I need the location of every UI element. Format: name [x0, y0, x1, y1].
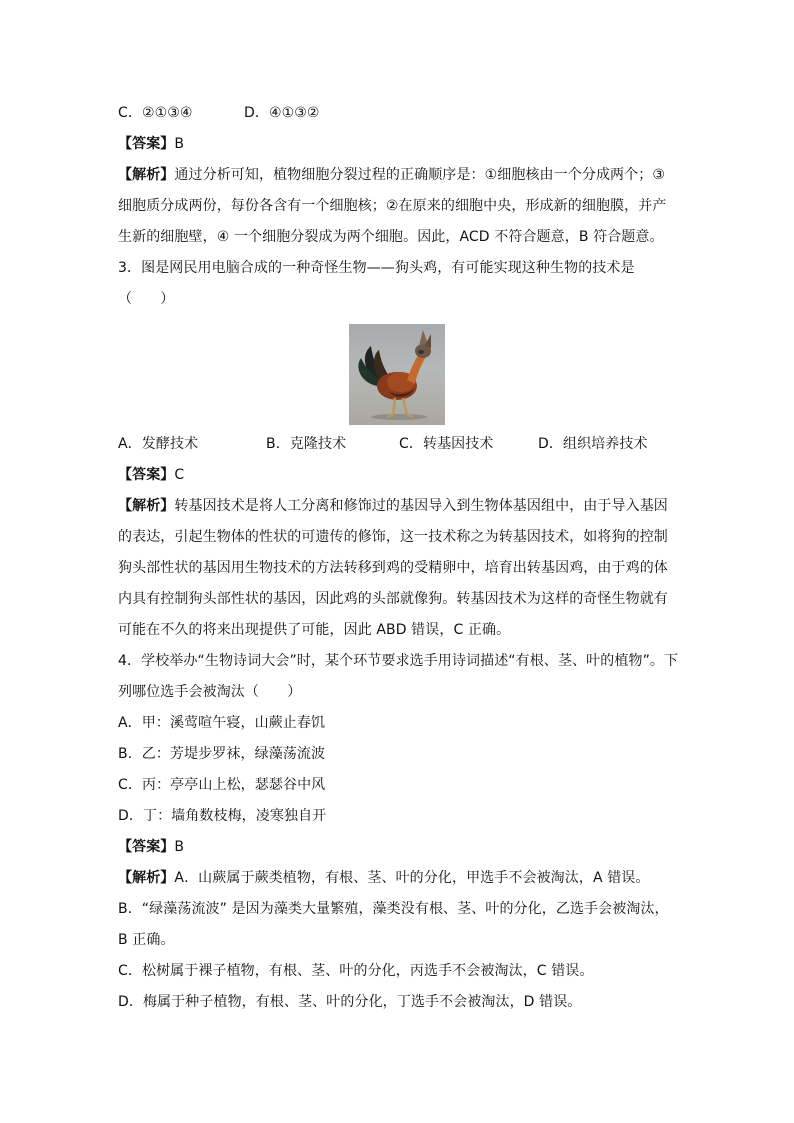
answer-tag: 【答案】	[118, 839, 175, 855]
q2-analysis-line	[118, 160, 678, 191]
q4-option-a: A．甲：溪莺喧午寝，山蕨止春饥	[118, 715, 326, 731]
q4-option-c: C．丙：亭亭山上松，瑟瑟谷中风	[118, 777, 326, 793]
answer-value: B	[174, 839, 185, 855]
q3-option-c: C．转基因技术	[399, 436, 494, 452]
q4-analysis-line: B．“绿藻荡流波” 是因为藻类大量繁殖，藻类没有根、茎、叶的分化，乙选手会被淘汰，	[118, 901, 669, 917]
dog-head-chicken-image	[349, 324, 445, 425]
q4-option-d: D．丁：墙角数枝梅，凌寒独自开	[118, 808, 327, 824]
q3-analysis-line: 的表达，引起生物体的性状的可遗传的修饰，这一技术称之为转基因技术，如将狗的控制	[118, 529, 668, 545]
q3-analysis-line: 可能在不久的将来出现提供了可能，因此 ABD 错误，C 正确。	[118, 622, 511, 638]
q4-analysis-line: B 正确。	[118, 932, 175, 948]
q2-analysis-line: 生新的细胞壁，④ 一个细胞分裂成为两个细胞。因此，ACD 不符合题意，B 符合题意。	[118, 229, 664, 245]
analysis-tag: 【解析】	[118, 167, 175, 183]
q2-option-c: C．②①③④	[118, 105, 193, 121]
q3-analysis-line	[118, 491, 678, 522]
q2-options-row	[118, 98, 678, 129]
analysis-tag: 【解析】	[118, 498, 175, 514]
analysis-text: 通过分析可知，植物细胞分裂过程的正确顺序是：①细胞核由一个分成两个；③	[174, 167, 666, 183]
analysis-text: A．山蕨属于蕨类植物，有根、茎、叶的分化，甲选手不会被淘汰，A 错误。	[174, 870, 650, 886]
q3-analysis-line: 狗头部性状的基因用生物技术的方法转移到鸡的受精卵中，培育出转基因鸡，由于鸡的体	[118, 560, 668, 576]
answer-tag: 【答案】	[118, 136, 175, 152]
q2-option-d: D．④①③②	[244, 105, 320, 121]
q4-analysis-line: D．梅属于种子植物，有根、茎、叶的分化，丁选手不会被淘汰，D 错误。	[118, 994, 582, 1010]
q4-option-b: B．乙：芳堤步罗袜，绿藻荡流波	[118, 746, 326, 762]
q3-answer	[118, 460, 678, 491]
answer-tag: 【答案】	[118, 467, 175, 483]
answer-value: B	[174, 136, 185, 152]
q4-answer	[118, 832, 678, 863]
q4-stem: 4．学校举办“生物诗词大会”时，某个环节要求选手用诗词描述“有根、茎、叶的植物”。下	[118, 653, 679, 669]
answer-value: C	[174, 467, 185, 483]
q3-stem-blank: （ ）	[118, 291, 175, 307]
q4-stem: 列哪位选手会被淘汰（ ）	[118, 684, 302, 700]
q2-answer	[118, 129, 678, 160]
q4-analysis-line	[118, 863, 678, 894]
q3-option-d: D．组织培养技术	[538, 436, 648, 452]
q3-options-row	[118, 429, 678, 460]
q2-analysis-line: 细胞质分成两份，每份各含有一个细胞核；②在原来的细胞中央，形成新的细胞膜，并产	[118, 198, 667, 214]
document-page	[118, 98, 678, 1018]
q3-stem: 3．图是网民用电脑合成的一种奇怪生物——狗头鸡，有可能实现这种生物的技术是	[118, 260, 635, 276]
analysis-text: 转基因技术是将人工分离和修饰过的基因导入到生物体基因组中，由于导入基因	[174, 498, 668, 514]
q3-option-a: A．发酵技术	[118, 436, 199, 452]
q3-option-b: B．克隆技术	[266, 436, 347, 452]
analysis-tag: 【解析】	[118, 870, 175, 886]
q3-analysis-line: 内具有控制狗头部性状的基因，因此鸡的头部就像狗。转基因技术为这样的奇怪生物就有	[118, 591, 668, 607]
dog-head-chicken-illustration	[349, 324, 445, 425]
q4-analysis-line: C．松树属于裸子植物，有根、茎、叶的分化，丙选手不会被淘汰，C 错误。	[118, 963, 594, 979]
